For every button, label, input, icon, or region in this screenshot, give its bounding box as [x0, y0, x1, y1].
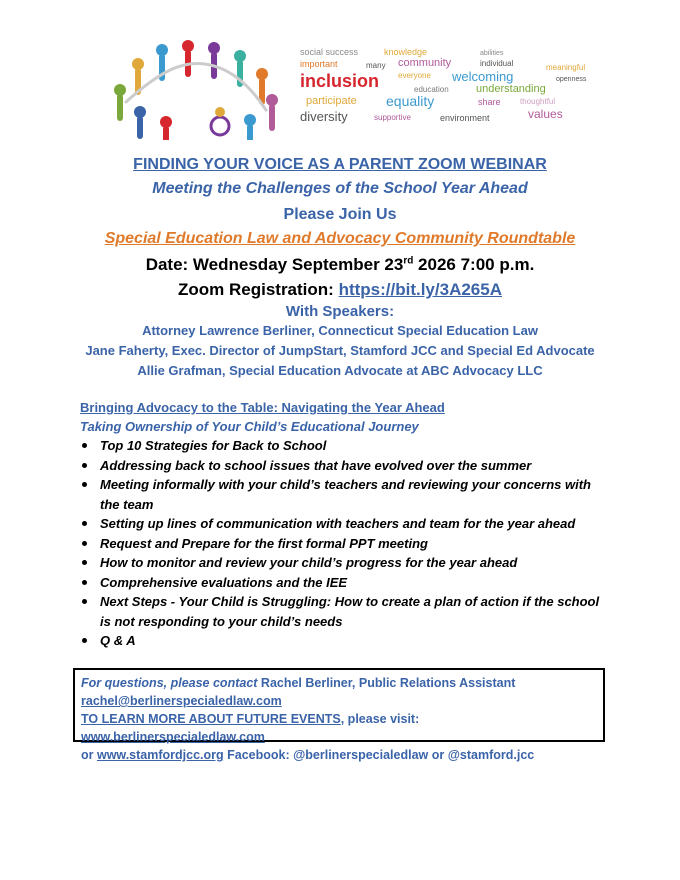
speaker-line: Attorney Lawrence Berliner, Connecticut Special Education Law: [142, 323, 538, 338]
word-cloud-word: diversity: [300, 109, 348, 124]
word-cloud-word: community: [398, 57, 452, 69]
word-cloud-word: understanding: [476, 83, 546, 95]
word-cloud-word: education: [414, 85, 449, 94]
header-graphic: [100, 40, 620, 140]
word-cloud-word: important: [300, 59, 338, 69]
agenda-item: Top 10 Strategies for Back to School: [80, 436, 605, 456]
word-cloud-word: knowledge: [384, 47, 428, 57]
agenda-item: Q & A: [80, 631, 605, 651]
contact-line-1: [81, 674, 597, 692]
agenda-list: [80, 436, 605, 651]
join-us-text: Please Join Us: [283, 206, 397, 223]
word-cloud-word: participate: [306, 95, 357, 107]
agenda-heading: Bringing Advocacy to the Table: Navigating the Year Ahead: [80, 400, 445, 415]
zoom-registration-link[interactable]: https://bit.ly/3A265A: [338, 280, 502, 299]
zoom-label: Zoom Registration:: [178, 280, 339, 299]
contact-line-4: [81, 746, 597, 764]
webinar-subtitle: Meeting the Challenges of the School Year Ahead: [152, 180, 528, 197]
word-cloud-word: share: [478, 97, 501, 107]
word-cloud-word: meaningful: [546, 63, 586, 72]
word-cloud-word: individual: [480, 59, 514, 68]
word-cloud-word: environment: [440, 113, 490, 123]
facebook-text: Facebook: @berlinerspecialedlaw or @stamford.jcc: [223, 748, 535, 762]
agenda-item: Meeting informally with your child’s teachers and reviewing your concerns with the team: [80, 475, 605, 514]
word-cloud-word: supportive: [374, 113, 411, 122]
word-cloud-word: openness: [556, 76, 587, 83]
roundtable-title: Special Education Law and Advocacy Community Roundtable: [104, 230, 576, 247]
zoom-registration: [0, 280, 680, 300]
or-text: or: [81, 748, 97, 762]
agenda-item: Comprehensive evaluations and the IEE: [80, 573, 605, 593]
contact-name: Rachel Berliner, Public Relations Assistant: [257, 676, 516, 690]
agenda-item: Request and Prepare for the first formal PPT meeting: [80, 534, 605, 554]
webinar-title: FINDING YOUR VOICE AS A PARENT ZOOM WEBINAR: [133, 156, 547, 173]
word-cloud-word: values: [528, 107, 563, 121]
word-cloud-word: equality: [386, 93, 435, 109]
word-cloud: [300, 48, 620, 134]
speaker-line: Jane Faherty, Exec. Director of JumpStart, Stamford JCC and Special Ed Advocate: [85, 343, 595, 358]
learn-more-text: TO LEARN MORE ABOUT FUTURE EVENTS: [81, 712, 341, 726]
contact-line-3: [81, 710, 597, 746]
speaker-line: Allie Grafman, Special Education Advocate at ABC Advocacy LLC: [137, 363, 543, 378]
agenda-item: How to monitor and review your child’s progress for the year ahead: [80, 553, 605, 573]
word-cloud-word: thoughtful: [520, 97, 556, 106]
berliner-site-link[interactable]: www.berlinerspecialedlaw.com: [81, 730, 265, 744]
word-cloud-word: inclusion: [300, 71, 380, 91]
agenda-item: Setting up lines of communication with teachers and team for the year ahead: [80, 514, 605, 534]
date-suffix: 2026 7:00 p.m.: [413, 255, 535, 274]
people-circle-illustration: [100, 40, 290, 140]
agenda-item: Addressing back to school issues that have evolved over the summer: [80, 456, 605, 476]
contact-box: [73, 668, 605, 762]
stamfordjcc-site-link[interactable]: www.stamfordjcc.org: [96, 748, 224, 762]
visit-text: , please visit:: [340, 712, 420, 726]
word-cloud-word: abilities: [480, 50, 504, 57]
contact-line-2: [81, 692, 597, 710]
date-ordinal: rd: [403, 255, 414, 267]
word-cloud-word: many: [366, 61, 386, 70]
event-date: [0, 255, 680, 275]
word-cloud-word: welcoming: [452, 69, 514, 84]
word-cloud-word: social success: [300, 47, 359, 57]
contact-email-link[interactable]: rachel@berlinerspecialedlaw.com: [81, 694, 282, 708]
date-prefix: Date: Wednesday September 23: [145, 255, 404, 274]
with-speakers-heading: With Speakers:: [285, 303, 395, 320]
agenda-subheading: Taking Ownership of Your Child’s Educational Journey: [80, 419, 419, 434]
contact-intro: For questions, please contact: [81, 676, 258, 690]
word-cloud-word: everyone: [398, 71, 431, 80]
agenda-item: Next Steps - Your Child is Struggling: How to create a plan of action if the school is not responding to your child’s needs: [80, 592, 605, 631]
